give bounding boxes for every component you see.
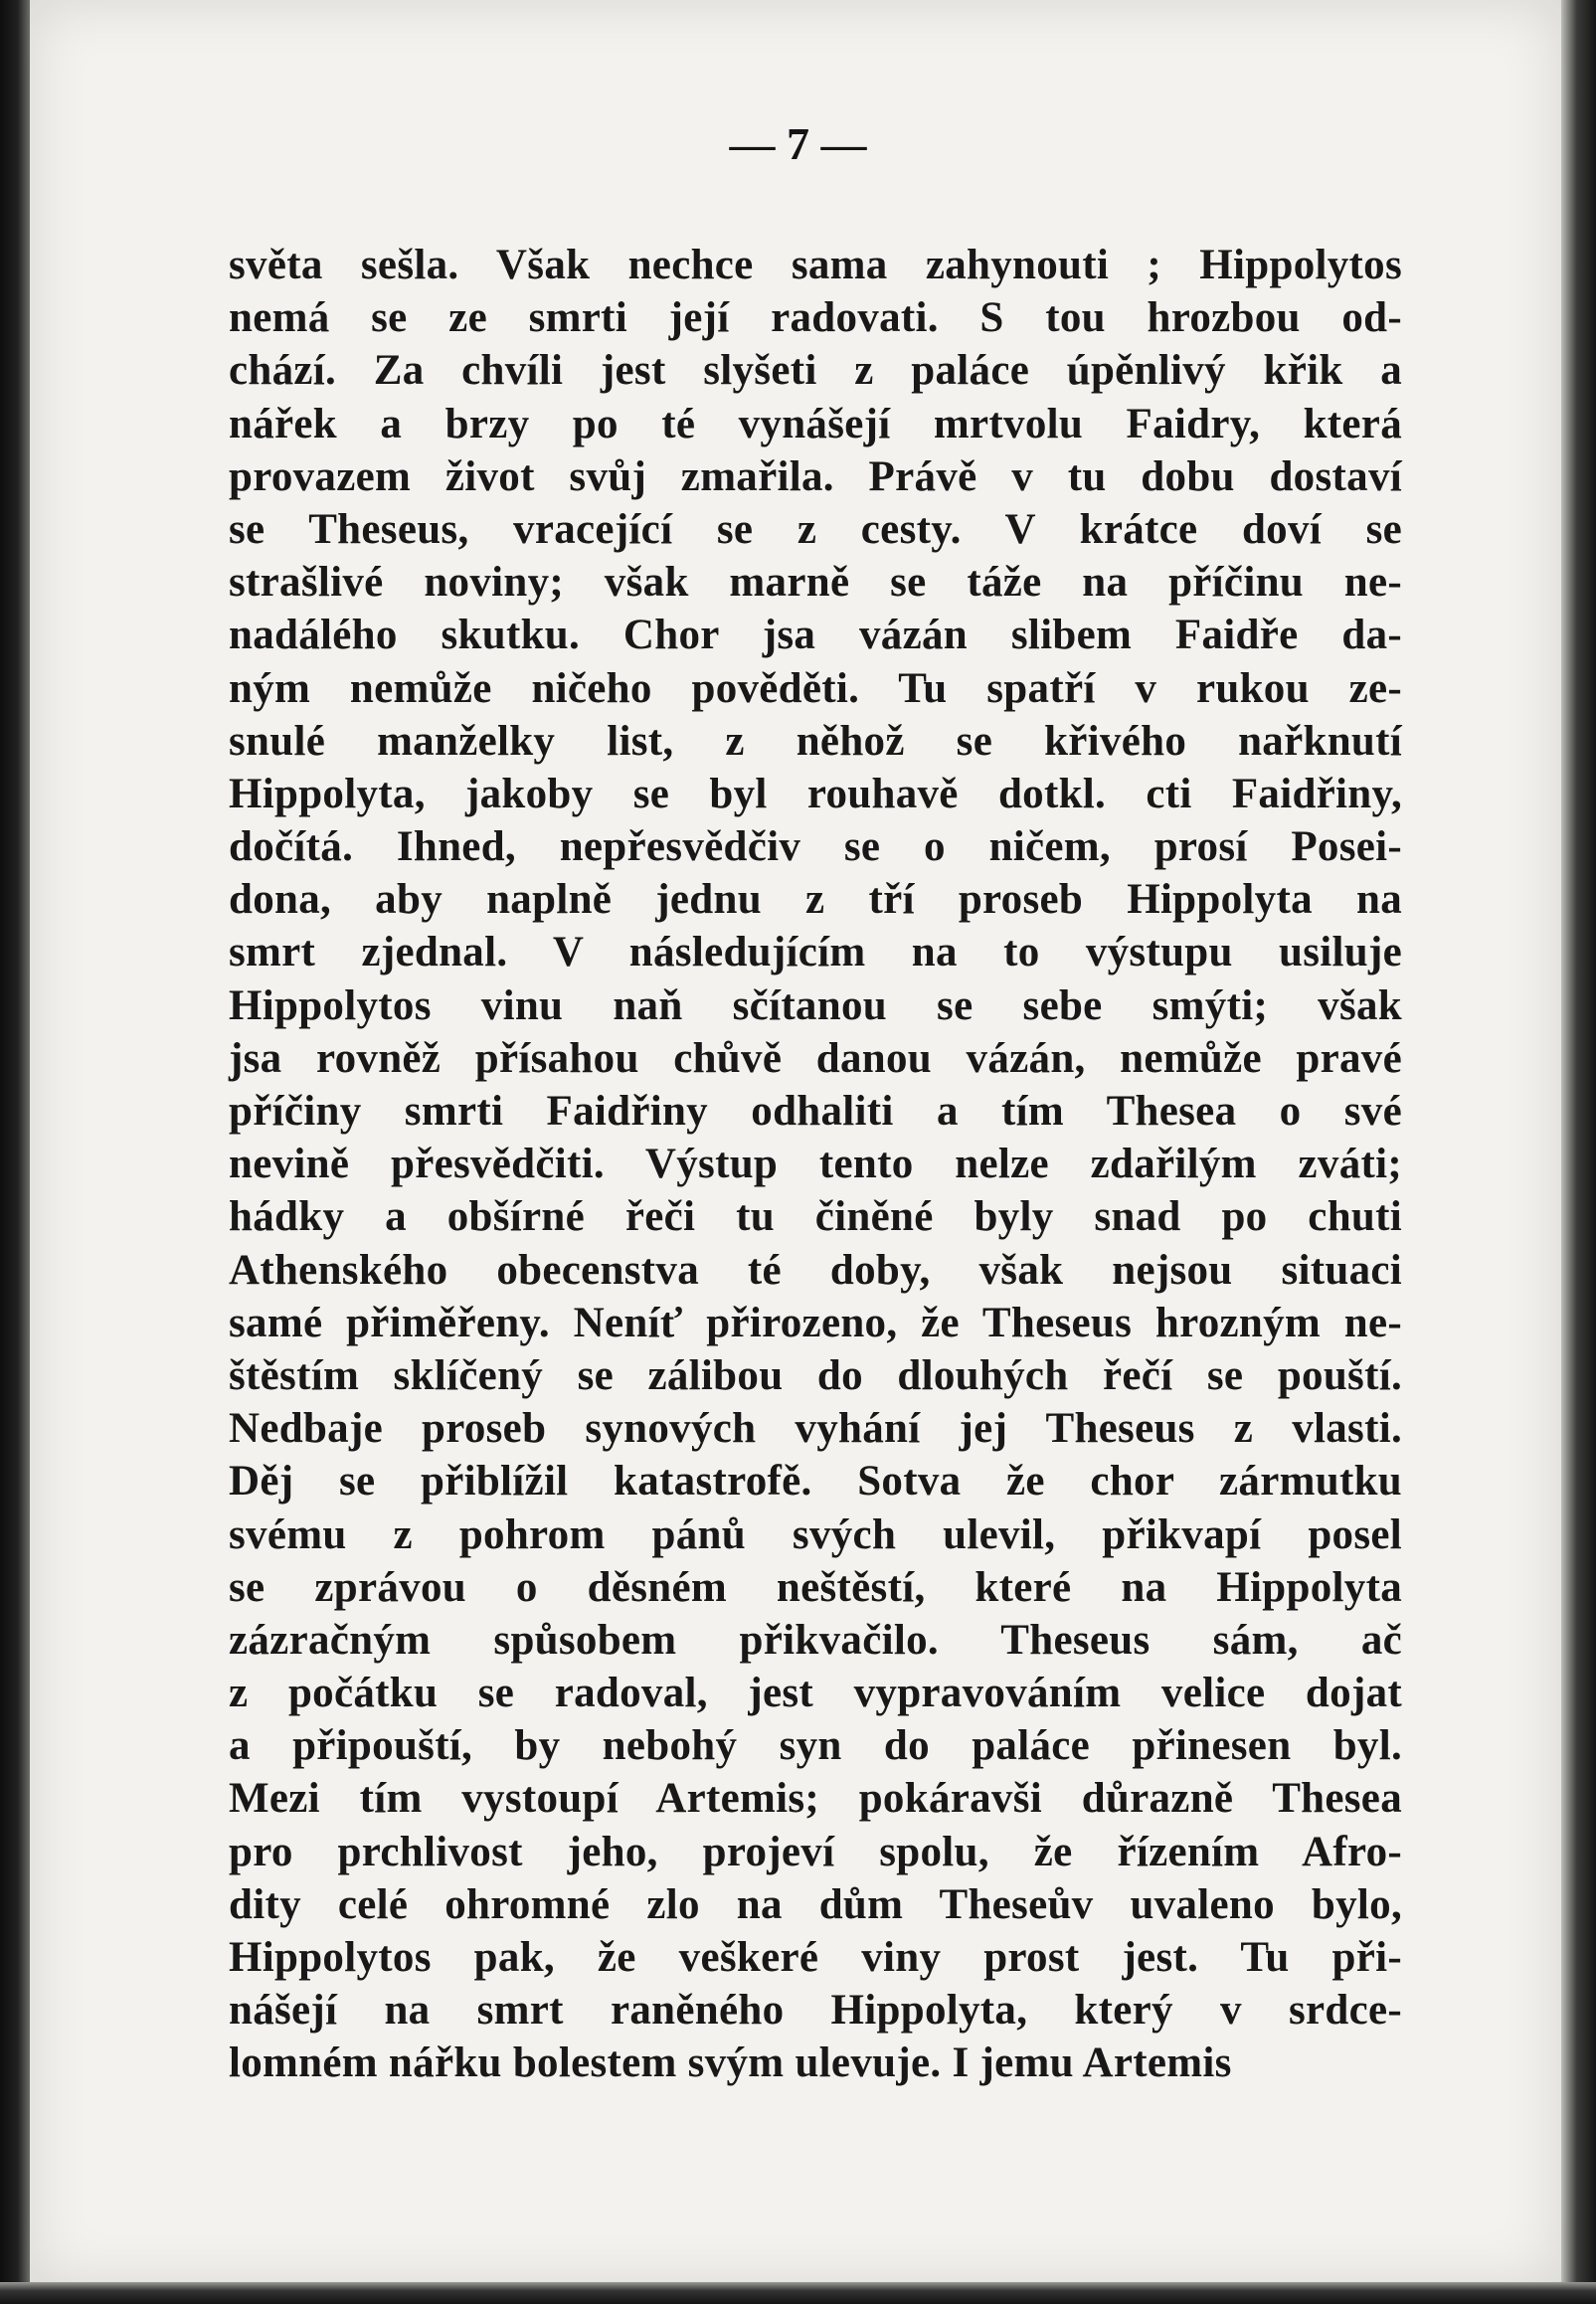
text-line: Nedbaje proseb synových vyhání jej Theseus z vlasti. [229, 1405, 1402, 1453]
text-line: jsa rovněž přísahou chůvě danou vázán, nemůže pravé [229, 1034, 1402, 1082]
text-line: světa sešla. Však nechce sama zahynouti ; Hippolytos [229, 242, 1402, 288]
text-line: smrt zjednal. V následujícím na to výstupu usiluje [229, 929, 1402, 976]
text-line: ným nemůže ničeho pověděti. Tu spatří v rukou ze- [229, 664, 1402, 712]
scan-edge-left [0, 0, 30, 2304]
text-line: chází. Za chvíli jest slyšeti z paláce úpěnlivý křik a [229, 347, 1402, 395]
text-line: Hippolyta, jakoby se byl rouhavě dotkl. cti Faidřiny, [229, 770, 1402, 817]
body-text [229, 239, 1402, 2090]
text-line: Mezi tím vystoupí Artemis; pokáravši důrazně Thesea [229, 1775, 1402, 1823]
text-line: nevině přesvědčiti. Výstup tento nelze zdařilým zváti; [229, 1141, 1402, 1188]
text-line: snulé manželky list, z něhož se křivého nařknutí [229, 717, 1402, 765]
text-line: z počátku se radoval, jest vypravováním velice dojat [229, 1670, 1402, 1717]
text-line: hádky a obšírné řeči tu činěné byly snad po chuti [229, 1193, 1402, 1241]
text-line: Hippolytos pak, že veškeré viny prost jest. Tu při- [229, 1934, 1402, 1981]
text-line: provazem život svůj zmařila. Právě v tu dobu dostaví [229, 452, 1402, 500]
text-line: lomném nářku bolestem svým ulevuje. I jemu Artemis [229, 2039, 1232, 2087]
text-line: dočítá. Ihned, nepřesvědčiv se o ničem, prosí Posei- [229, 823, 1402, 871]
text-line: se zprávou o děsném neštěstí, které na Hippolyta [229, 1563, 1402, 1611]
text-line: Hippolytos vinu naň sčítanou se sebe smýti; však [229, 981, 1402, 1029]
scan-edge-bottom [0, 2282, 1596, 2304]
text-line: nářek a brzy po té vynášejí mrtvolu Faidry, která [229, 400, 1402, 447]
text-line: se Theseus, vracející se z cesty. V krátce doví se [229, 505, 1402, 553]
text-line: příčiny smrti Faidřiny odhaliti a tím Thesea o své [229, 1088, 1402, 1135]
text-line: zázračným spůsobem přikvačilo. Theseus sám, ač [229, 1616, 1402, 1664]
text-line: dona, aby naplně jednu z tří proseb Hippolyta na [229, 876, 1402, 924]
text-line: svému z pohrom pánů svých ulevil, přikvapí posel [229, 1510, 1402, 1558]
text-line: samé přiměřeny. Neníť přirozeno, že Theseus hrozným ne- [229, 1299, 1402, 1346]
text-line: Děj se přiblížil katastrofě. Sotva že chor zármutku [229, 1458, 1402, 1506]
text-line: nadálého skutku. Chor jsa vázán slibem Faidře da- [229, 612, 1402, 659]
text-line: nemá se ze smrti její radovati. S tou hrozbou od- [229, 294, 1402, 342]
text-line: strašlivé noviny; však marně se táže na příčinu ne- [229, 559, 1402, 607]
text-line: dity celé ohromné zlo na dům Theseův uvaleno bylo, [229, 1880, 1402, 1928]
text-line: Athenského obecenstva té doby, však nejsou situaci [229, 1246, 1402, 1294]
text-line: nášejí na smrt raněného Hippolyta, který v srdce- [229, 1987, 1402, 2035]
text-line: štěstím sklíčený se zálibou do dlouhých řečí se pouští. [229, 1351, 1402, 1399]
page-number: — 7 — [729, 118, 867, 169]
scan-edge-right [1561, 0, 1596, 2304]
text-line: a připouští, by nebohý syn do paláce přinesen byl. [229, 1722, 1402, 1770]
text-line: pro prchlivost jeho, projeví spolu, že řízením Afro- [229, 1828, 1402, 1875]
